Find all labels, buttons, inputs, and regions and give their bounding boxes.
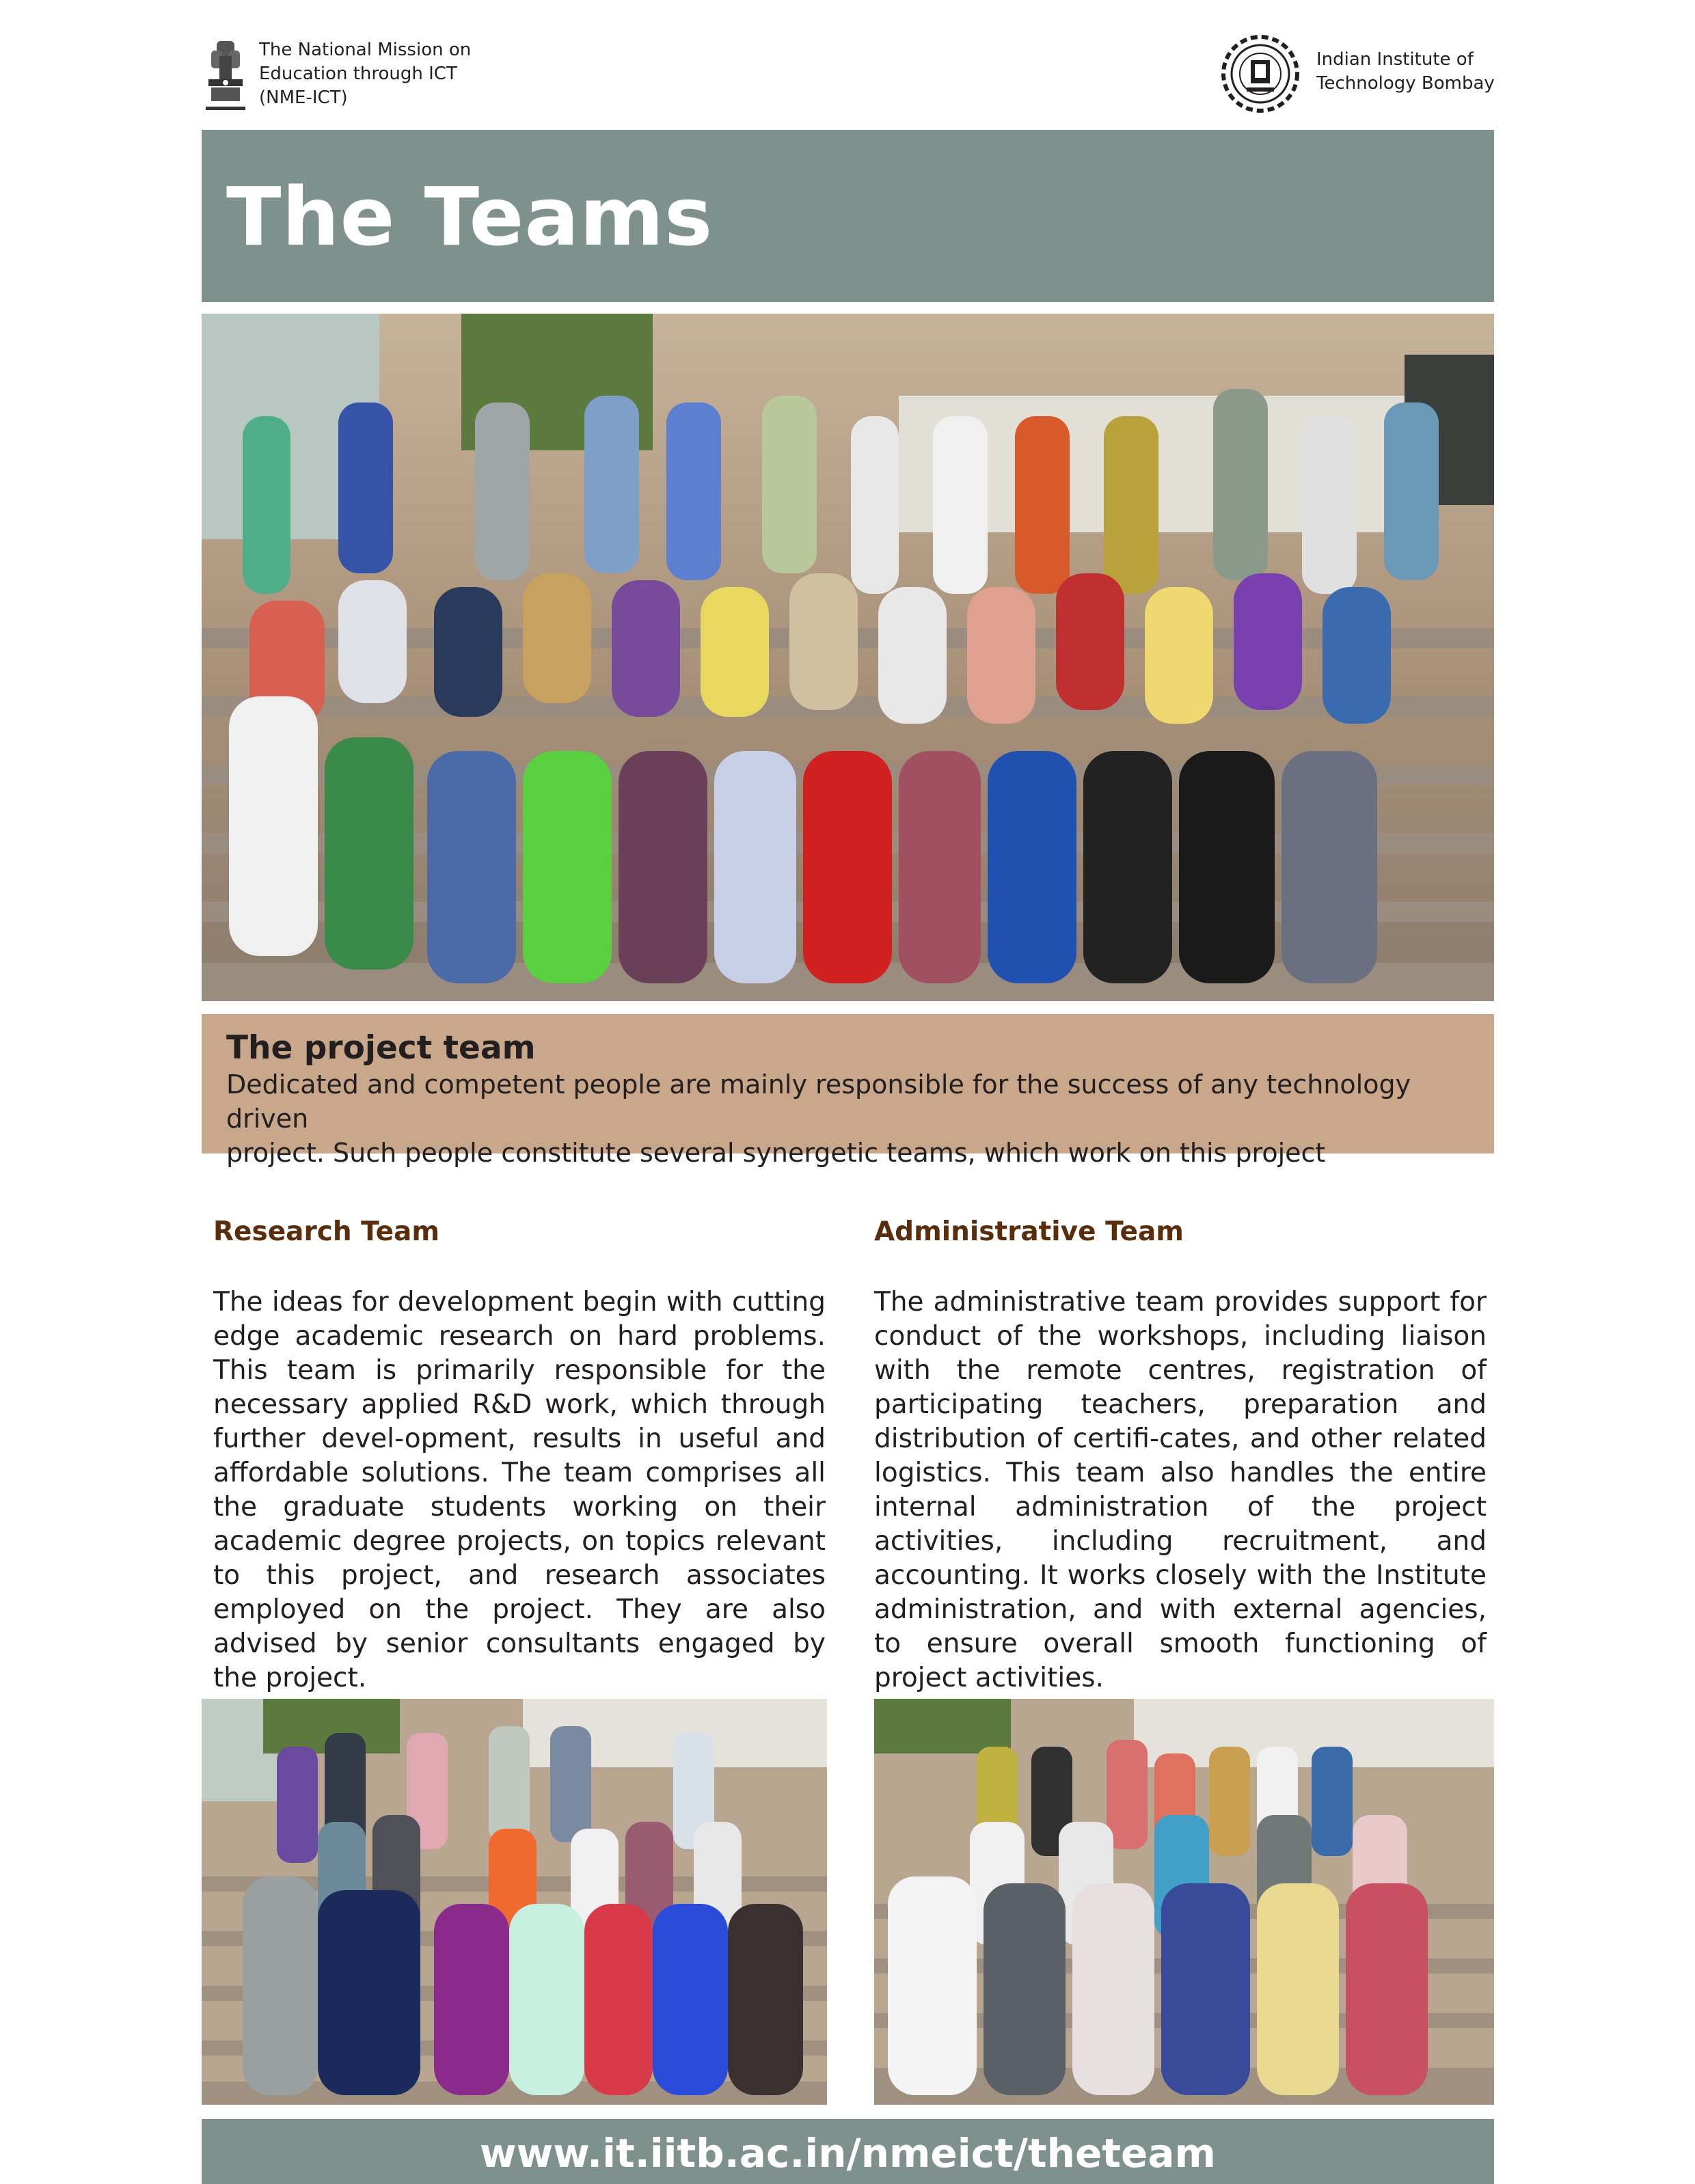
iit-bombay-seal-icon xyxy=(1219,33,1301,115)
footer-bar xyxy=(202,2119,1494,2184)
research-team-section xyxy=(213,1216,826,1695)
research-team-photo xyxy=(202,1699,827,2105)
project-team-photo xyxy=(202,314,1494,1001)
intro-line-1: Dedicated and competent people are mainly responsible for the success of any technology driven xyxy=(226,1069,1411,1134)
footer-url[interactable]: www.it.iitb.ac.in/nmeict/theteam xyxy=(480,2130,1216,2176)
page-title: The Teams xyxy=(226,169,714,264)
iitb-line-2: Technology Bombay xyxy=(1316,73,1495,94)
nme-ict-label xyxy=(259,38,471,110)
national-emblem-icon xyxy=(202,36,249,118)
iit-bombay-label xyxy=(1316,48,1495,96)
research-team-heading: Research Team xyxy=(213,1216,439,1247)
nme-ict-line-1: The National Mission on xyxy=(259,40,472,60)
title-banner xyxy=(202,130,1494,302)
admin-team-photo xyxy=(874,1699,1494,2105)
admin-team-heading: Administrative Team xyxy=(874,1216,1184,1247)
intro-heading: The project team xyxy=(226,1029,536,1067)
admin-team-text: The administrative team provides support for conduct of the workshops, including liaison with the remote centres, registration of participating teachers, preparation and distribution of certifi-cates, and other related logistics. This team also handles the entire internal administration of the project activities, including recruitment, and accounting. It works closely with the Institute administration, and with external agencies, to ensure overall smooth functioning of project activities. xyxy=(874,1287,1487,1693)
project-team-intro xyxy=(202,1014,1494,1168)
intro-line-2: project. Such people constitute several synergetic teams, which work on this project xyxy=(226,1138,1326,1168)
iitb-line-1: Indian Institute of xyxy=(1316,49,1474,70)
nme-ict-line-2: Education through ICT xyxy=(259,64,457,84)
nme-ict-line-3: (NME-ICT) xyxy=(259,87,348,108)
admin-team-section xyxy=(874,1216,1487,1695)
research-team-text: The ideas for development begin with cutting edge academic research on hard problems. This team is primarily responsible for the necessary applied R&D work, which through further devel-opment, results in useful and affordable solutions. The team comprises all the graduate students working on their academic degree projects, on topics relevant to this project, and research associates employed on the project. They are also advised by senior consultants engaged by the project. xyxy=(213,1287,826,1693)
intro-text xyxy=(226,1067,1470,1170)
